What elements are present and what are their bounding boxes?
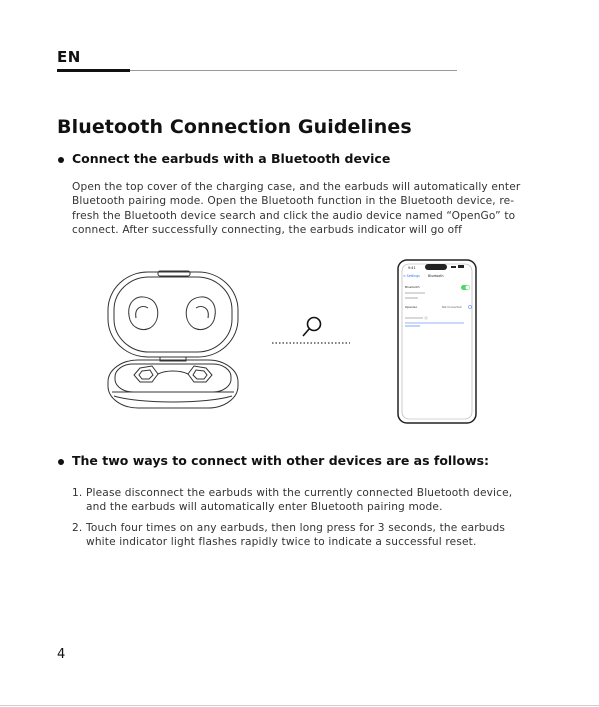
bullet-dot xyxy=(58,157,64,163)
section-heading-connect: Connect the earbuds with a Bluetooth device xyxy=(72,151,391,166)
pairing-illustration xyxy=(100,258,500,428)
phone-back-link: < Settings xyxy=(403,274,420,278)
instruction-line: fresh the Bluetooth device search and click the audio device named “OpenGo” to xyxy=(72,209,516,222)
phone-device-status: Not Connected xyxy=(442,306,462,309)
instruction-line: Bluetooth pairing mode. Open the Bluetooth function in the Bluetooth device, re- xyxy=(72,195,515,208)
phone-illustration xyxy=(398,260,476,423)
step-item xyxy=(72,521,527,550)
section-heading-ways: The two ways to connect with other devices are as follows: xyxy=(72,453,490,468)
connect-instructions xyxy=(72,180,532,237)
search-icon xyxy=(303,318,321,337)
step-line: white indicator light flashes rapidly twice to indicate a successful reset. xyxy=(86,536,477,549)
step-line: and the earbuds will automatically enter Bluetooth pairing mode. xyxy=(86,501,443,514)
page-title: Bluetooth Connection Guidelines xyxy=(57,116,412,138)
header-rule-accent xyxy=(57,69,130,72)
phone-time: 9:41 xyxy=(408,266,416,270)
step-item xyxy=(72,486,527,515)
language-label: EN xyxy=(57,48,81,66)
phone-screen-title: Bluetooth xyxy=(428,274,444,278)
phone-bluetooth-label: Bluetooth xyxy=(405,285,420,289)
instruction-line: connect. After successfully connecting, the earbuds indicator will go off xyxy=(72,223,463,236)
step-line: Please disconnect the earbuds with the currently connected Bluetooth device, xyxy=(86,487,513,499)
phone-device-name: OpenGo xyxy=(405,305,418,309)
instruction-line: Open the top cover of the charging case, and the earbuds will automatically enter xyxy=(72,181,521,193)
step-line: Touch four times on any earbuds, then long press for 3 seconds, the earbuds xyxy=(86,522,506,534)
bullet-dot xyxy=(58,459,64,465)
step-number: 1. xyxy=(72,487,83,499)
step-number: 2. xyxy=(72,522,83,534)
page-bottom-edge xyxy=(0,705,599,706)
page-number: 4 xyxy=(57,647,66,662)
charging-case-illustration xyxy=(108,271,238,408)
